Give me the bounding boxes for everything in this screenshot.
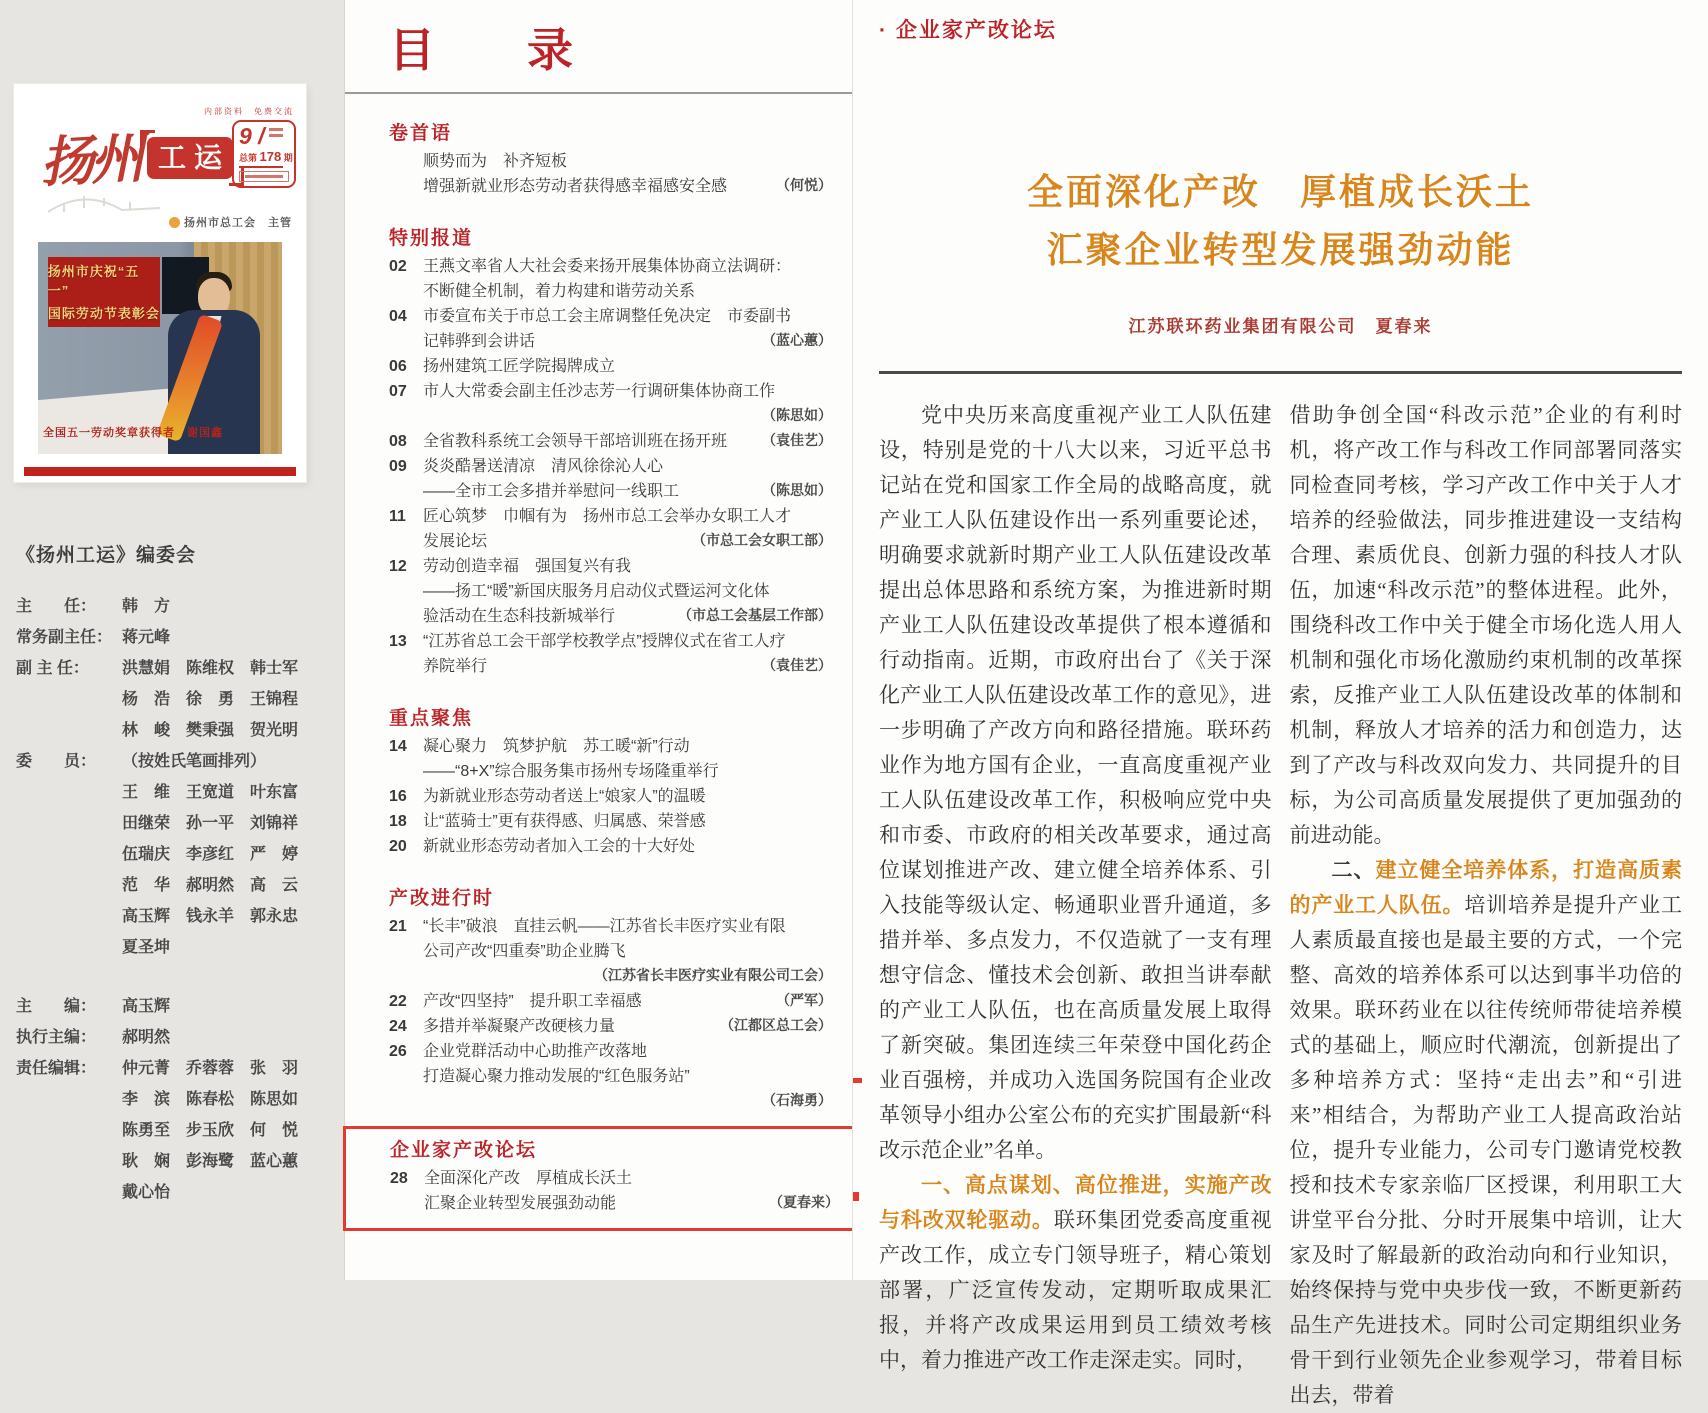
toc-author: （严军） bbox=[776, 994, 832, 1009]
editorial-row: 常务副主任： 蒋元峰 bbox=[16, 629, 171, 646]
toc-item: 24 多措并举凝聚产改硬核力量 （江都区总工会） bbox=[389, 1014, 832, 1039]
toc-item: 08 全省教科系统工会领导干部培训班在扬开班 （袁佳艺） bbox=[389, 429, 832, 454]
toc-section-tebiebaodao bbox=[389, 223, 832, 679]
article-paragraph: 一、高点谋划、高位推进，实施产改与科改双轮驱动。联环集团党委高度重视产改工作，成立专门领导班子，精心策划部署，广泛宣传发动，定期听取成果汇报，并将产改成果运用到员工绩效考核中，着力推进产改工作走深走实。同时， bbox=[879, 1173, 1272, 1372]
editorial-row: 委 员： （按姓氏笔画排列） 王 维 王宽道 叶东富 田继荣 孙一平 刘锦祥 伍瑞庆 李彦红 严 婷 范 华 郝明然 高 云 高玉辉 钱永羊 郭永忠 夏圣坤 bbox=[16, 753, 299, 956]
article-column-right bbox=[1290, 398, 1683, 1413]
toc-author: （陈思如） bbox=[762, 484, 832, 499]
toc-item: 07 市人大常委会副主任沙志芳一行调研集体协商工作 （陈思如） bbox=[389, 379, 832, 429]
toc-item: 28 全面深化产改 厚植成长沃土 汇聚企业转型发展强劲动能 （夏春来） bbox=[390, 1166, 839, 1216]
scan-artifact bbox=[853, 1192, 859, 1201]
toc-author: （陈思如） bbox=[762, 409, 832, 424]
toc-item: 06 扬州建筑工匠学院揭牌成立 bbox=[389, 358, 616, 375]
editorial-title: 《扬州工运》编委会 bbox=[16, 545, 197, 566]
article-body bbox=[879, 398, 1682, 1413]
toc-author: （市总工会女职工部） bbox=[692, 534, 832, 549]
editorial-row: 执行主编： 郝明然 bbox=[16, 1029, 171, 1046]
toc-section-header: 产改进行时 bbox=[389, 888, 495, 909]
article-paragraph: 党中央历来高度重视产业工人队伍建设，特别是党的十八大以来，习近平总书记站在党和国家工作全局的战略高度，就产业工人队伍建设作出一系列重要论述，明确要求就新时期产业工人队伍建设改革提出总体思路和系统方案，为推进新时期产业工人队伍建设改革提供了根本遵循和行动指南。近期，市政府出台了《关于深化产业工人队伍建设改革工作的意见》，进一步明确了产改方向和路径措施。联环药业作为地方国有企业，一直高度重视产业工人队伍建设改革工作，积极响应党中央和市委、市政府的相关改革要求，通过高位谋划推进产改、建立健全培养体系、引入技能等级认定、畅通职业晋升通道，多措并举、多点发力，不仅造就了一支有理想守信念、懂技术会创新、敢担当讲奉献的产业工人队伍，也在高质量发展上取得了新突破。集团连续三年荣登中国化药企业百强榜，并成功入选国务院国有企业改革领导小组办公室公布的充实扩围最新“科改示范企业”名单。 bbox=[879, 403, 1272, 1162]
issue-total: 总第 178 期 bbox=[239, 149, 293, 164]
toc-item: 09 炎炎酷暑送清凉 清风徐徐沁人心 ——全市工会多措并举慰问一线职工 （陈思如） bbox=[389, 454, 832, 504]
article-rule bbox=[879, 371, 1682, 374]
toc-author: （夏春来） bbox=[769, 1196, 839, 1211]
issue-number: 9 / bbox=[239, 123, 265, 149]
article-paragraph: 借助争创全国“科改示范”企业的有利时机，将产改工作与科改工作同部署同落实同检查同考核，学习产改工作中关于人才培养的经验做法，同步推进建设一支结构合理、素质优良、创新力强的科技人才队伍，加速“科改示范”的整体进程。此外，围绕科改工作中关于健全市场化选人用人机制和强化市场化激励约束机制的改革探索，反推产业工人队伍建设改革的体制和机制，释放人才培养的活力和创造力，达到了产改与科改双向发力、共同提升的目标，为公司高质量发展提供了更加强劲的前进动能。 bbox=[1289, 403, 1682, 847]
masthead-yangzhou: 扬州 bbox=[38, 128, 142, 194]
union-logo-icon bbox=[169, 217, 180, 228]
toc-title: 目 录 bbox=[389, 25, 573, 76]
article-byline: 江苏联环药业集团有限公司 夏春来 bbox=[1128, 317, 1433, 336]
toc-author: （江都区总工会） bbox=[720, 1019, 832, 1034]
section-number: 二、 bbox=[1331, 858, 1376, 882]
toc-highlight-box bbox=[343, 1126, 856, 1231]
masthead-gongyun-box: 工运 bbox=[140, 134, 240, 182]
editorial-row: 责任编辑： 仲元菁 乔蓉蓉 张 羽 李 滨 陈春松 陈思如 陈勇至 步玉欣 何 悦 耿 娴 彭海鹭 蓝心蕙 戴心怡 bbox=[16, 1060, 299, 1201]
editorial-row: 主 编： 高玉辉 bbox=[16, 998, 171, 1015]
ceremony-banner: 扬州市庆祝“五一” 国际劳动节表彰会 bbox=[48, 257, 160, 327]
toc-author: （江苏省长丰医疗实业有限公司工会） bbox=[594, 969, 832, 984]
cover-red-bar bbox=[24, 467, 296, 476]
toc-author: （石海勇） bbox=[762, 1094, 832, 1109]
toc-section-changaijinxingshi bbox=[389, 883, 832, 1114]
cover-masthead bbox=[14, 84, 306, 244]
bridge-sketch-icon bbox=[44, 182, 164, 218]
toc-author: （蓝心蕙） bbox=[762, 334, 832, 349]
issue-divider bbox=[239, 166, 283, 168]
issue-fineprint-bars bbox=[269, 128, 283, 140]
magazine-cover bbox=[14, 84, 306, 482]
article-paragraph: 二、建立健全培养体系，打造高质素的产业工人队伍。培训培养是提升产业工人素质最直接也是最主要的方式，一个完整、高效的培养体系可以达到事半功倍的效果。联环药业在以往传统师带徒培养模式的基础上，顺应时代潮流，创新提出了多种培养方式：坚持“走出去”和“引进来”相结合，为帮助产业工人提高政治站位，提升专业能力，公司专门邀请党校教授和技术专家亲临厂区授课，利用职工大讲堂平台分批、分时开展集中培训，让大家及时了解最新的政治动向和行业知识，始终保持与党中央步伐一致，不断更新药品生产先进技术。同时公司定期组织业务骨干到行业领先企业参观学习，带着目标出去，带着 bbox=[1289, 858, 1683, 1407]
toc-item: 12 劳动创造幸福 强国复兴有我 ——扬工“暖”新国庆服务月启动仪式暨运河文化体 验活动在生态科技新城举行 （市总工会基层工作部） bbox=[389, 554, 832, 629]
toc-item: 18 让“蓝骑士”更有获得感、归属感、荣誉感 bbox=[389, 813, 706, 830]
toc-author: （袁佳艺） bbox=[762, 434, 832, 449]
toc-page bbox=[345, 0, 852, 1280]
toc-item: 14 凝心聚力 筑梦护航 苏工暖“新”行动 ——“8+X”综合服务集市扬州专场隆重举行 bbox=[389, 738, 719, 780]
toc-section-header: 卷首语 bbox=[389, 123, 453, 144]
issue-stamp bbox=[239, 171, 289, 182]
toc-item: 11 匠心筑梦 巾帼有为 扬州市总工会举办女职工人才 发展论坛 （市总工会女职工部） bbox=[389, 504, 832, 554]
editorial-row: 副 主 任： 洪慧娟 陈维权 韩士军 杨 浩 徐 勇 王锦程 林 峻 樊秉强 贺光明 bbox=[16, 660, 299, 739]
toc-item: 21 “长丰”破浪 直挂云帆——江苏省长丰医疗实业有限 公司产改“四重奏”助企业腾飞 （江苏省长丰医疗实业有限公司工会） bbox=[389, 914, 832, 989]
toc-section-qiyejia bbox=[390, 1135, 839, 1216]
article-title-line1: 全面深化产改 厚植成长沃土 bbox=[1026, 171, 1534, 212]
article-category: · 企业家产改论坛 bbox=[879, 19, 1057, 42]
toc-section-juanshouyu bbox=[389, 118, 832, 199]
article-column-left bbox=[879, 398, 1272, 1413]
section-lead: 一、高点谋划、高位推进，实施产改与科改双轮驱动。 bbox=[879, 1173, 1272, 1232]
left-panel bbox=[0, 0, 345, 1280]
toc-item: 02 王燕文率省人大社会委来扬开展集体协商立法调研： 不断健全机制，着力构建和谐劳动关系 bbox=[389, 258, 792, 300]
article-title-line2: 汇聚企业转型发展强劲动能 bbox=[1046, 229, 1515, 270]
article-page bbox=[852, 0, 1708, 1407]
toc-item: 26 企业党群活动中心助推产改落地 打造凝心聚力推动发展的“红色服务站” （石海勇） bbox=[389, 1039, 832, 1114]
section-lead: 建立健全培养体系，打造高质素的产业工人队伍。 bbox=[1289, 858, 1683, 917]
toc-item: 22 产改“四坚持” 提升职工幸福感 （严军） bbox=[389, 989, 832, 1014]
scan-artifact bbox=[853, 1078, 862, 1083]
toc-item: 04 市委宣布关于市总工会主席调整任免决定 市委副书 记韩骅到会讲话 （蓝心蕙） bbox=[389, 304, 832, 354]
toc-author: （何悦） bbox=[776, 179, 832, 194]
toc-item: 顺势而为 补齐短板 增强新就业形态劳动者获得感幸福感安全感 （何悦） bbox=[389, 149, 832, 199]
toc-section-header: 特别报道 bbox=[389, 228, 474, 249]
toc-author: （市总工会基层工作部） bbox=[678, 609, 832, 624]
toc-item: 13 “江苏省总工会干部学校教学点”授牌仪式在省工人疗 养院举行 （袁佳艺） bbox=[389, 629, 832, 679]
toc-section-header: 企业家产改论坛 bbox=[390, 1140, 538, 1161]
cover-photo bbox=[38, 242, 282, 454]
toc-section-zhongdianjujiao bbox=[389, 703, 832, 859]
toc-rule bbox=[345, 92, 852, 94]
toc-item: 20 新就业形态劳动者加入工会的十大好处 bbox=[389, 838, 696, 855]
cover-caption: 全国五一劳动奖章获得者 谢国鑫 bbox=[43, 427, 223, 439]
toc-author: （袁佳艺） bbox=[762, 659, 832, 674]
toc-item: 16 为新就业形态劳动者送上“娘家人”的温暖 bbox=[389, 788, 706, 805]
editorial-committee bbox=[0, 540, 345, 1208]
publisher-line: 扬州市总工会 主管 bbox=[169, 214, 292, 230]
issue-box bbox=[232, 120, 296, 188]
editorial-row: 主 任： 韩 方 bbox=[16, 598, 171, 615]
cover-fineprint: 内部资料 免费交流 bbox=[204, 107, 294, 116]
toc-section-header: 重点聚焦 bbox=[389, 708, 474, 729]
